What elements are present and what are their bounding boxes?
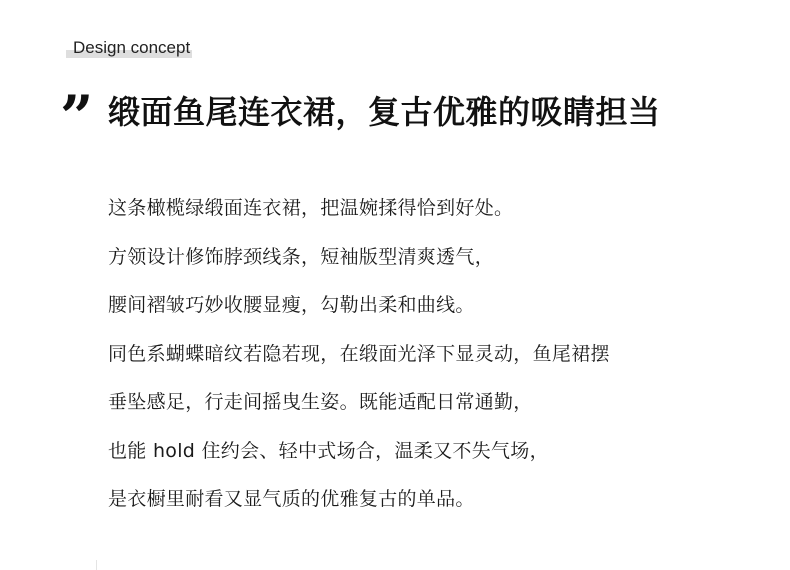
description-line: 也能 hold 住约会、轻中式场合，温柔又不失气场， [108, 439, 549, 462]
description-line: 是衣橱里耐看又显气质的优雅复古的单品。 [108, 488, 475, 510]
quote-mark-icon: ” [60, 83, 88, 151]
description-line: 这条橄榄绿缎面连衣裙，把温婉揉得恰到好处。 [108, 197, 514, 219]
divider [96, 560, 97, 570]
description-line: 垂坠感足，行走间摇曳生姿。既能适配日常通勤， [108, 391, 533, 413]
description-line: 同色系蝴蝶暗纹若隐若现，在缎面光泽下显灵动，鱼尾裙摆 [108, 342, 610, 365]
description-line: 腰间褶皱巧妙收腰显瘦，勾勒出柔和曲线。 [108, 294, 475, 316]
page-title: 缎面鱼尾连衣裙，复古优雅的吸睛担当 [108, 93, 661, 131]
description-paragraph [108, 184, 610, 524]
description-line: 方领设计修饰脖颈线条，短袖版型清爽透气， [108, 245, 495, 268]
section-label: Design concept [73, 38, 191, 57]
section-label-block [66, 36, 190, 60]
